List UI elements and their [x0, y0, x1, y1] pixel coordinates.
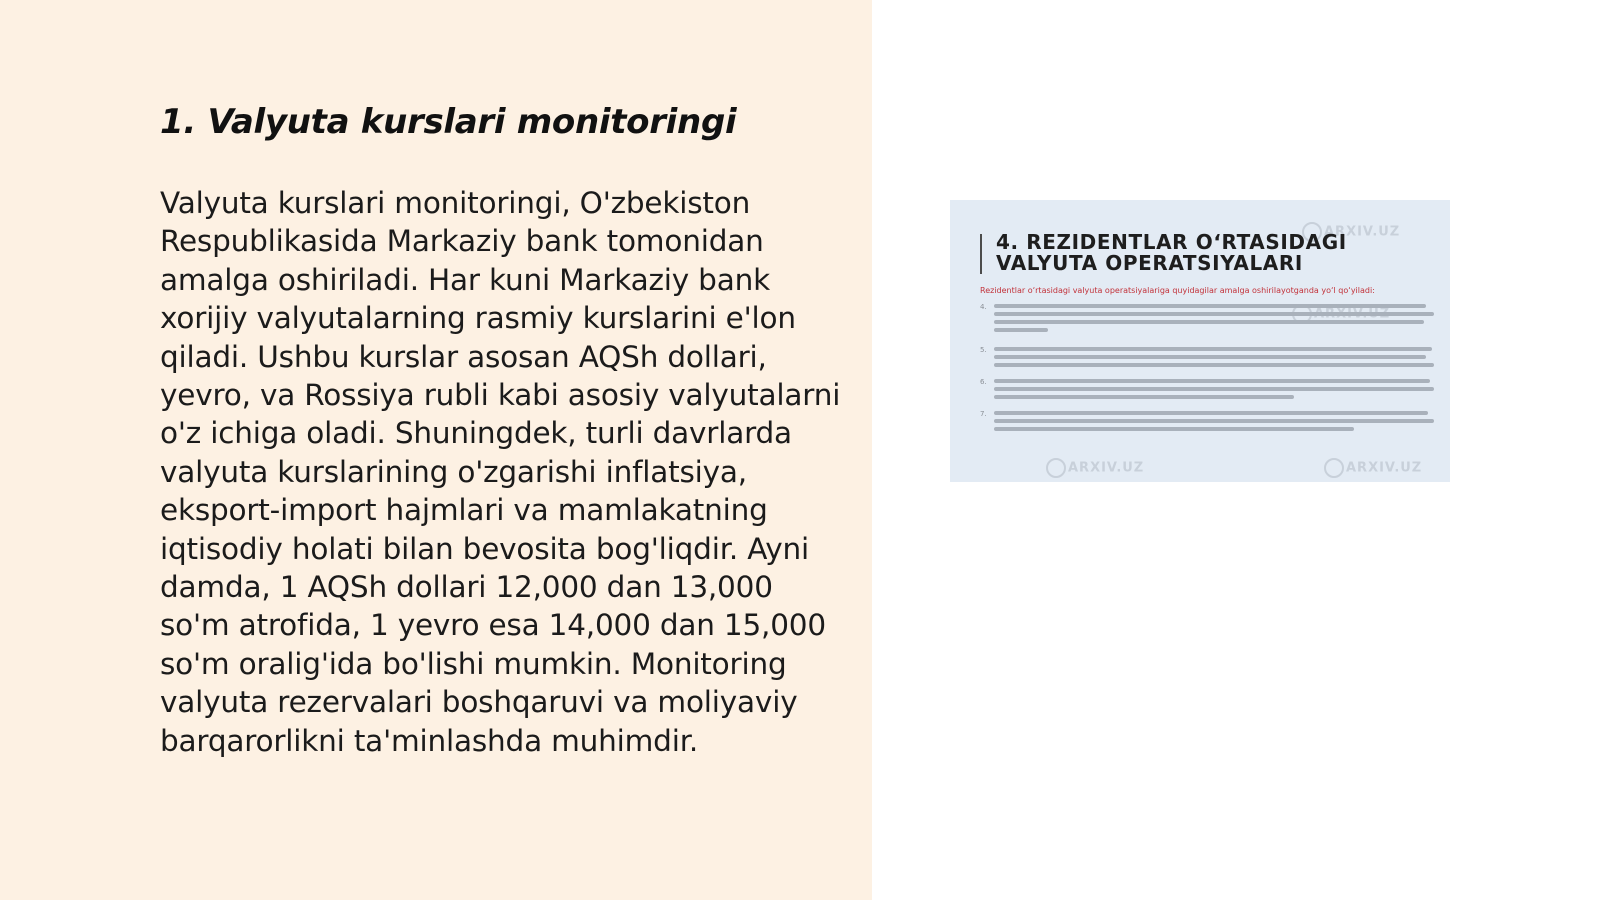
doc-subtitle: Rezidentlar o‘rtasidagi valyuta operatsiyalariga quyidagilar amalga oshirilayotganda yo‘l qo‘yiladi: [980, 286, 1375, 295]
doc-title-line-1: 4. REZIDENTLAR O‘RTASIDAGI [996, 230, 1347, 254]
doc-text-line [994, 419, 1434, 423]
doc-text-line [994, 328, 1048, 332]
watermark-bottom-left: ARXIV.UZ [1046, 458, 1144, 478]
doc-item-5 [980, 346, 1432, 372]
doc-text-line [994, 395, 1294, 399]
doc-item-number: 6. [980, 378, 987, 386]
doc-item-number: 7. [980, 410, 987, 418]
slide-body: Valyuta kurslari monitoringi, O'zbekiston Respublikasida Markaziy bank tomonidan amalga oshiriladi. Har kuni Markaziy bank xorijiy valyutalarning rasmiy kurslarini e'lon qiladi. Ushbu kurslar asosan AQSh dollari, yevro, va Rossiya rubli kabi asosiy valyutalarni o'z ichiga oladi. Shuningdek, turli davrlarda valyuta kurslarining o'zgarishi inflatsiya, eksport-import hajmlari va mamlakatning iqtisodiy holati bilan bevosita bog'liqdir. Ayni damda, 1 AQSh dollari 12,000 dan 13,000 so'm atrofida, 1 yevro esa 14,000 dan 15,000 so'm oralig'ida bo'lishi mumkin. Monitoring valyuta rezervalari boshqaruvi va moliyaviy barqarorlikni ta'minlashda muhimdir. [160, 186, 841, 758]
doc-text-line [994, 387, 1434, 391]
doc-item-7 [980, 410, 1432, 440]
watermark-bottom-right: ARXIV.UZ [1324, 458, 1422, 478]
doc-item-number: 4. [980, 303, 987, 311]
document-image [950, 200, 1450, 482]
doc-title-line-2: VALYUTA OPERATSIYALARI [996, 251, 1303, 275]
doc-text-line [994, 427, 1354, 431]
doc-title [996, 232, 1347, 274]
doc-text-line [994, 355, 1426, 359]
doc-title-bar [980, 234, 982, 274]
doc-text-line [994, 312, 1434, 316]
watermark-top-right: ARXIV.UZ [1302, 222, 1400, 242]
doc-item-6 [980, 378, 1432, 406]
slide-title: 1. Valyuta kurslari monitoringi [160, 102, 737, 142]
doc-text-line [994, 320, 1424, 324]
doc-item-number: 5. [980, 346, 987, 354]
doc-text-line [994, 363, 1434, 367]
doc-text-line [994, 411, 1428, 415]
doc-text-line [994, 379, 1430, 383]
doc-item-4 [980, 303, 1432, 341]
doc-text-line [994, 347, 1432, 351]
doc-text-line [994, 304, 1426, 308]
